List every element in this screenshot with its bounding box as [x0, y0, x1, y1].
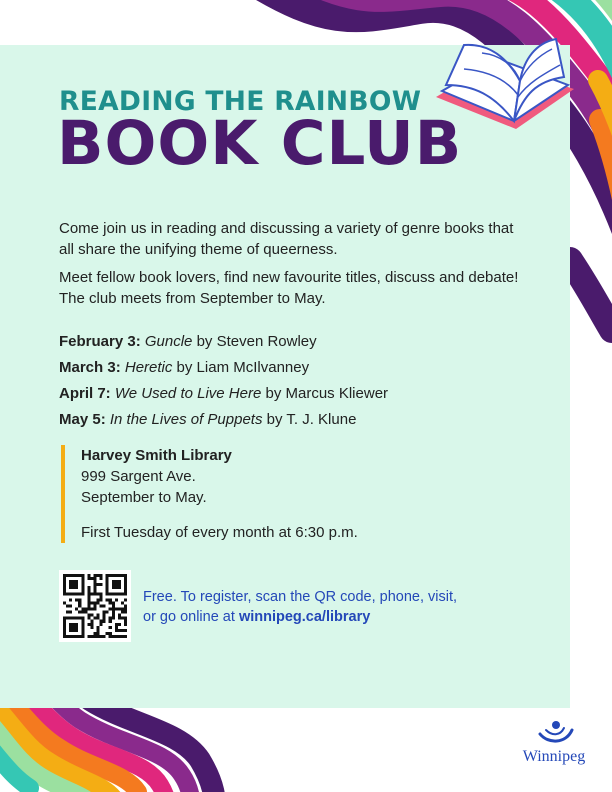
- book-author: by Liam McIlvanney: [172, 359, 310, 376]
- event-list: [59, 329, 539, 433]
- book-author: by Steven Rowley: [192, 333, 317, 350]
- event-date: February 3:: [59, 333, 141, 350]
- registration-text: [143, 587, 463, 627]
- page-title: BOOK CLUB: [57, 108, 463, 179]
- schedule-text: First Tuesday of every month at 6:30 p.m.: [81, 524, 358, 541]
- library-name: Harvey Smith Library: [81, 447, 232, 464]
- library-address: 999 Sargent Ave.: [81, 468, 196, 485]
- winnipeg-logo: [512, 716, 596, 776]
- location-info: [61, 445, 461, 543]
- event-date: March 3:: [59, 359, 121, 376]
- event-date: May 5:: [59, 411, 106, 428]
- event-date: April 7:: [59, 385, 111, 402]
- book-title: In the Lives of Puppets: [109, 411, 263, 428]
- book-author: by T. J. Klune: [262, 411, 357, 428]
- event-item: [59, 329, 539, 355]
- event-item: [59, 407, 539, 433]
- registration-info: Free. To register, scan the QR code, phone, visit, or go online at: [143, 589, 458, 625]
- qr-code-icon: [63, 574, 127, 638]
- book-title: Guncle: [144, 333, 193, 350]
- season-text: September to May.: [81, 489, 207, 506]
- qr-code[interactable]: [59, 570, 131, 642]
- event-item: [59, 381, 539, 407]
- winnipeg-emblem-icon: [512, 716, 596, 748]
- event-item: [59, 355, 539, 381]
- logo-wordmark: Winnipeg: [522, 748, 586, 765]
- intro-paragraph-2: Meet fellow book lovers, find new favourite titles, discuss and debate! The club meets from September to May.: [59, 269, 519, 307]
- library-link[interactable]: winnipeg.ca/library: [238, 609, 371, 625]
- kicker-heading: READING THE RAINBOW: [59, 86, 422, 117]
- book-title: We Used to Live Here: [114, 385, 262, 402]
- book-title: Heretic: [124, 359, 173, 376]
- intro-paragraph-1: Come join us in reading and discussing a variety of genre books that all share the unifying theme of queerness.: [59, 220, 514, 258]
- book-author: by Marcus Kliewer: [261, 385, 389, 402]
